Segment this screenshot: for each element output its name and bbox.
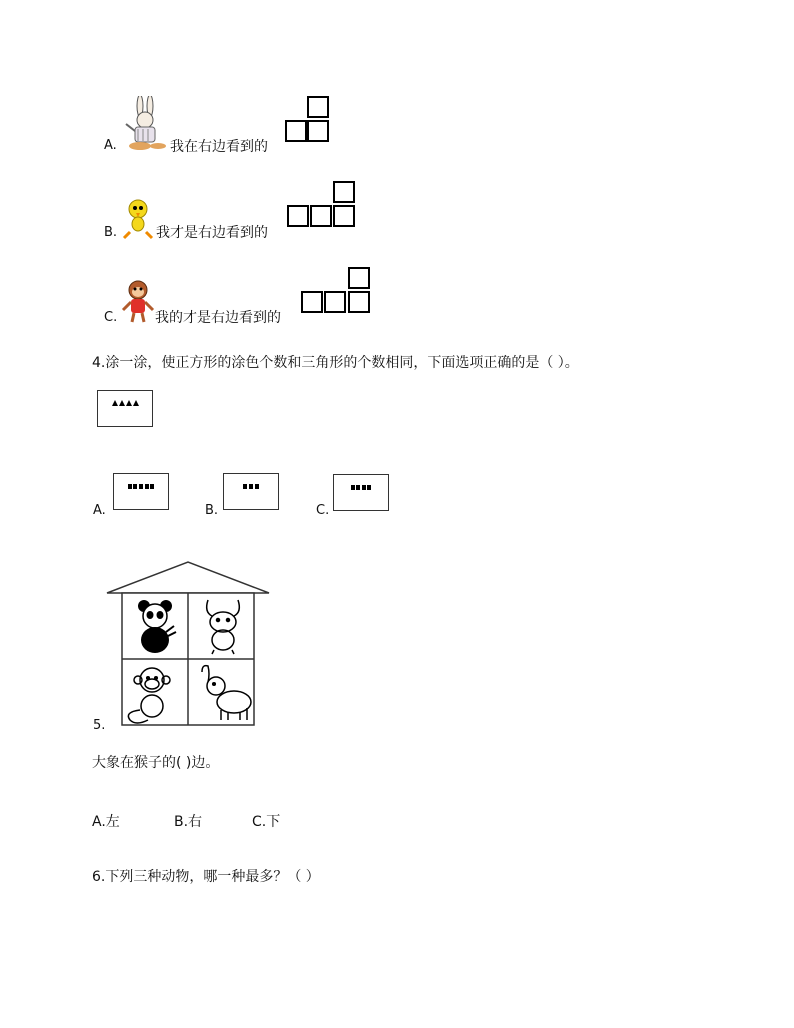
q5-option-b[interactable]: B.右 <box>174 814 203 830</box>
triangle-sample-box <box>97 390 153 427</box>
square-mark <box>255 484 259 489</box>
triangle-mark <box>126 400 132 406</box>
q4-option-c-letter: C. <box>316 503 330 518</box>
grid-cell <box>301 291 323 313</box>
square-marks <box>224 483 278 491</box>
option-c-text: 我的才是右边看到的 <box>155 310 281 326</box>
square-marks <box>334 484 388 492</box>
grid-cell <box>287 205 309 227</box>
q5-number: 5. <box>93 718 106 733</box>
option-c-letter: C. <box>104 310 118 325</box>
grid-cell <box>348 291 370 313</box>
triangle-mark <box>112 400 118 406</box>
option-b-letter: B. <box>104 225 118 240</box>
rabbit-icon <box>120 96 170 152</box>
animal-house-figure <box>104 560 272 728</box>
square-mark <box>362 485 366 490</box>
square-mark <box>367 485 371 490</box>
monkey-icon <box>120 278 156 324</box>
bird-icon <box>120 194 158 240</box>
q4-option-a-box[interactable] <box>113 473 169 510</box>
q5-question: 大象在猴子的( )边。 <box>92 755 220 771</box>
square-mark <box>133 484 137 489</box>
grid-cell <box>348 267 370 289</box>
grid-cell <box>324 291 346 313</box>
square-mark <box>128 484 132 489</box>
triangle-mark <box>133 400 139 406</box>
triangle-mark <box>119 400 125 406</box>
option-a-letter: A. <box>104 138 117 153</box>
square-marks <box>114 483 168 491</box>
grid-cell <box>307 120 329 142</box>
square-mark <box>139 484 143 489</box>
square-mark <box>249 484 253 489</box>
q5-option-c[interactable]: C.下 <box>252 814 281 830</box>
grid-cell <box>310 205 332 227</box>
q4-option-c-box[interactable] <box>333 474 389 511</box>
q4-option-b-box[interactable] <box>223 473 279 510</box>
q6-question: 6.下列三种动物，哪一种最多？（ ） <box>92 869 320 885</box>
square-mark <box>150 484 154 489</box>
q5-option-a[interactable]: A.左 <box>92 814 120 830</box>
triangle-marks <box>98 400 152 408</box>
square-mark <box>243 484 247 489</box>
q4-option-b-letter: B. <box>205 503 219 518</box>
q4-question: 4.涂一涂，使正方形的涂色个数和三角形的个数相同，下面选项正确的是（ ）。 <box>92 355 579 371</box>
grid-cell <box>333 205 355 227</box>
grid-cell <box>307 96 329 118</box>
grid-cell <box>285 120 307 142</box>
option-b-text: 我才是右边看到的 <box>156 225 268 241</box>
q4-option-a-letter: A. <box>93 503 106 518</box>
grid-cell <box>333 181 355 203</box>
option-a-text: 我在右边看到的 <box>170 139 268 155</box>
square-mark <box>351 485 355 490</box>
square-mark <box>145 484 149 489</box>
square-mark <box>356 485 360 490</box>
